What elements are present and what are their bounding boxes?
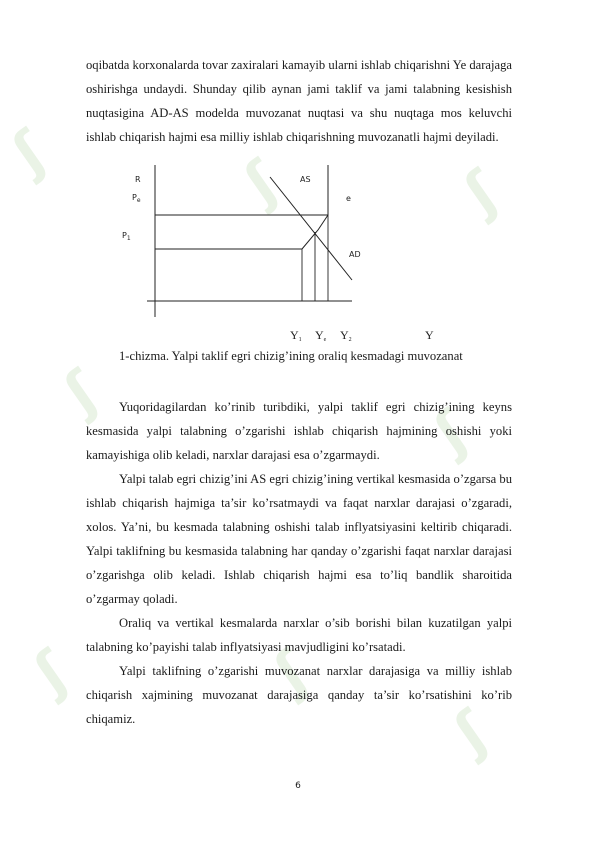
paragraph-1: oqibatda korxonalarda tovar zaxiralari kamayib ularni ishlab chiqarishni Ye darajaga oshirishga undaydi. Shunday qilib aynan jami taklif va jami talabning kesishish nuqtasigina AD-AS modelda muvozanat nuqtasi va shu nuqtaga mos keluvchi ishlab chiqarish hajmi esa milliy ishlab chiqarishning muvozanatli hajmi deyiladi. [86,58,512,144]
watermark: ʃ [453,159,510,226]
p1-label: $P_1$ [122,231,131,242]
watermark: ʃ [23,639,80,706]
paragraph-2: Yuqoridagilardan ko’rinib turibdiki, yalpi taklif egri chizig’ining keyns kesmasida yalpi talabning o’zgarishi ishlab chiqarish hajmining oshishi yoki kamayishiga olib keladi, narxlar darajasi esa o’zgarmaydi. [86,400,512,462]
watermark: ʃ [233,149,290,216]
ye-label: Ye [315,328,327,343]
watermark: ʃ [443,699,500,766]
watermark: ʃ [53,359,110,426]
y2-label: Y2 [340,328,352,343]
e-label: e [346,194,351,203]
paragraph-3: Yalpi talab egri chizig’ini AS egri chizig’ining vertikal kesmasida o’zgarsa bu ishlab chiqarish hajmiga ta’sir ko’rsatmaydi va faqat narxlar darajasi o’zgaradi, xolos. Ya’ni, bu kesmada talabning oshishi talab inflyatsiyasini keltirib chiqaradi. Yalpi taklifning bu kesmasida talabning har qanday o’zgarishi faqat narxlar darajasi o’zgarishga olib keladi. Ishlab chiqarish hajmi esa to’liq bandlik sharoitida o’zgarmay qoladi. [86,472,512,606]
ad-as-diagram [110,160,460,360]
watermark: ʃ [1,119,58,186]
figure-caption: 1-chizma. Yalpi taklif egri chizig’ining oraliq kesmadagi muvozanat [119,349,463,363]
paragraph-4: Oraliq va vertikal kesmalarda narxlar o’sib borishi bilan kuzatilgan yalpi talabning ko’payishi talab inflyatsiyasi mavjudligini ko’rsatadi. [86,616,512,654]
as-label: AS [300,175,311,184]
r-axis-label: R [135,175,141,184]
ad-curve [270,177,352,280]
watermark: ʃ [263,639,320,706]
watermark: ʃ [423,399,480,466]
pe-label: $P_e$ [132,193,141,204]
paragraph-5: Yalpi taklifning o’zgarishi muvozanat narxlar darajasiga va milliy ishlab chiqarish xajmining muvozanat darajasiga qanday ta’sir ko’rsatishini ko’rib chiqamiz. [86,664,512,726]
page-number: 6 [295,781,301,791]
y1-label: Y1 [290,328,302,343]
y-axis-label: Y [425,328,434,342]
ad-label: AD [349,250,361,259]
